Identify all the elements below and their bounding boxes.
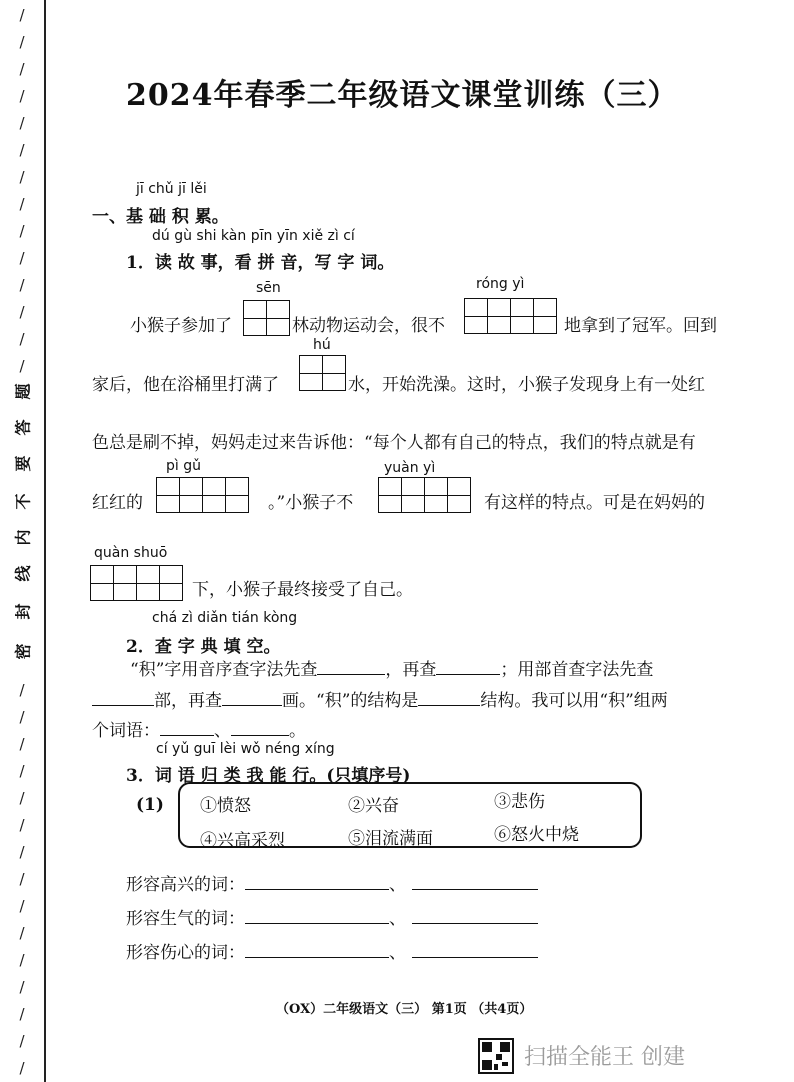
story-line2-b: 水，开始洗澡。这时，小猴子发现身上有一处红	[348, 375, 705, 395]
seal-char: 密	[13, 643, 33, 660]
q2-line3	[92, 716, 306, 741]
pinyin-rongyi: róng yì	[476, 276, 525, 292]
blank-yinxu-letter[interactable]	[317, 658, 385, 675]
margin-slash: /	[19, 195, 25, 213]
story-line4-c: 有这样的特点。可是在妈妈的	[484, 493, 705, 513]
category-row-happy	[126, 870, 538, 895]
margin-slash: /	[19, 1059, 25, 1077]
answer-grid-hu[interactable]	[299, 355, 346, 391]
option-1: ①愤怒	[200, 796, 251, 816]
qr-code-icon	[478, 1038, 514, 1074]
section1-pinyin: jī chǔ jī lěi	[136, 181, 207, 197]
blank-jiegou[interactable]	[418, 689, 480, 706]
category-row-angry	[126, 904, 538, 929]
answer-grid-sen[interactable]	[243, 300, 290, 336]
category-label: 形容生气的词：	[126, 909, 245, 929]
seal-char: 答	[13, 419, 33, 436]
q2-text: 画。“积”的结构是	[282, 691, 419, 711]
margin-slash: /	[19, 978, 25, 996]
margin-slash: /	[19, 1032, 25, 1050]
margin-slash: /	[19, 330, 25, 348]
seal-char: 线	[13, 565, 33, 582]
option-3: ③悲伤	[494, 792, 545, 812]
option-2: ②兴奋	[348, 796, 399, 816]
answer-grid-rongyi[interactable]	[464, 298, 557, 334]
blank-angry-1[interactable]	[245, 907, 389, 924]
margin-slash: /	[19, 276, 25, 294]
margin-slash: /	[19, 168, 25, 186]
story-line1-a: 小猴子参加了	[130, 316, 232, 336]
q2-text: 。	[289, 721, 306, 741]
margin-slash: /	[19, 33, 25, 51]
q2-text: 、	[214, 721, 231, 741]
pinyin-pigu: pì gǔ	[166, 458, 201, 474]
margin-slash: /	[19, 816, 25, 834]
margin-slash: /	[19, 843, 25, 861]
q3-pinyin: cí yǔ guī lèi wǒ néng xíng	[156, 741, 335, 757]
blank-bushou[interactable]	[92, 689, 154, 706]
separator: 、	[389, 943, 406, 963]
margin-slash: /	[19, 60, 25, 78]
seal-char: 要	[13, 455, 33, 472]
seal-char: 封	[13, 603, 33, 620]
q2-heading: 2．查 字 典 填 空。	[126, 637, 281, 657]
margin-slash: /	[19, 87, 25, 105]
margin-slash: /	[19, 897, 25, 915]
blank-angry-2[interactable]	[412, 907, 538, 924]
category-label: 形容高兴的词：	[126, 875, 245, 895]
story-line2-a: 家后，他在浴桶里打满了	[92, 375, 279, 395]
margin-slash: /	[19, 870, 25, 888]
q1-heading: 1．读 故 事，看 拼 音，写 字 词。	[126, 253, 395, 273]
answer-grid-quanshuo[interactable]	[90, 565, 183, 601]
seal-char: 内	[13, 529, 33, 546]
story-line5: 下，小猴子最终接受了自己。	[192, 580, 413, 600]
pinyin-hu: hú	[313, 337, 331, 353]
margin-slash: /	[19, 357, 25, 375]
blank-sad-2[interactable]	[412, 941, 538, 958]
separator: 、	[389, 875, 406, 895]
seal-char: 不	[13, 493, 33, 510]
story-line3: 色总是刷不掉，妈妈走过来告诉他：“每个人都有自己的特点，我们的特点就是有	[92, 433, 696, 453]
blank-word2[interactable]	[231, 719, 289, 736]
category-row-sad	[126, 938, 538, 963]
option-6: ⑥怒火中烧	[494, 825, 579, 845]
margin-slash: /	[19, 141, 25, 159]
option-4: ④兴高采烈	[200, 831, 285, 851]
page-footer: （OX）二年级语文（三） 第1页 （共4页）	[276, 1002, 533, 1017]
margin-slash: /	[19, 681, 25, 699]
q2-text: 结构。我可以用“积”组两	[480, 691, 668, 711]
q2-text: ；用部首查字法先查	[500, 660, 654, 680]
story-line4-b: 。”小猴子不	[268, 493, 354, 513]
q2-line1	[130, 655, 653, 680]
q1-pinyin: dú gù shi kàn pīn yīn xiě zì cí	[152, 228, 355, 244]
margin-slash: /	[19, 762, 25, 780]
q2-text: “积”字用音序查字法先查	[130, 660, 318, 680]
separator: 、	[389, 909, 406, 929]
seal-char: 题	[13, 383, 33, 400]
blank-word1[interactable]	[160, 719, 214, 736]
story-line4-a: 红红的	[92, 493, 143, 513]
q3-heading: 3．词 语 归 类 我 能 行。(只填序号)	[126, 766, 411, 786]
option-5: ⑤泪流满面	[348, 829, 433, 849]
page-title: 2024年春季二年级语文课堂训练（三）	[126, 78, 679, 113]
q2-text: 部，再查	[154, 691, 222, 711]
margin-slash: /	[19, 708, 25, 726]
q2-pinyin: chá zì diǎn tián kòng	[152, 610, 298, 626]
blank-sad-1[interactable]	[245, 941, 389, 958]
pinyin-yuanyi: yuàn yì	[384, 460, 436, 476]
answer-grid-pigu[interactable]	[156, 477, 249, 513]
category-label: 形容伤心的词：	[126, 943, 245, 963]
story-line1-b: 林动物运动会，很不	[292, 316, 445, 336]
pinyin-sen: sēn	[256, 280, 281, 296]
pinyin-quanshuo: quàn shuō	[94, 545, 168, 561]
margin-slash: /	[19, 222, 25, 240]
q3-subnumber: (1)	[136, 795, 164, 815]
margin-slash: /	[19, 249, 25, 267]
scanner-watermark: 扫描全能王 创建	[524, 1045, 685, 1070]
margin-slash: /	[19, 6, 25, 24]
blank-happy-2[interactable]	[412, 873, 538, 890]
blank-yinjie[interactable]	[436, 658, 500, 675]
answer-grid-yuanyi[interactable]	[378, 477, 471, 513]
margin-slash: /	[19, 951, 25, 969]
margin-slash: /	[19, 735, 25, 753]
story-line1-c: 地拿到了冠军。回到	[564, 316, 717, 336]
margin-slash: /	[19, 924, 25, 942]
margin-slash: /	[19, 303, 25, 321]
blank-bihua[interactable]	[222, 689, 282, 706]
blank-happy-1[interactable]	[245, 873, 389, 890]
q2-text: ，再查	[385, 660, 437, 680]
sealing-margin	[0, 0, 46, 1082]
margin-slash: /	[19, 1005, 25, 1023]
q2-text: 个词语：	[92, 721, 160, 741]
q2-line2	[92, 686, 668, 711]
margin-slash: /	[19, 114, 25, 132]
margin-slash: /	[19, 789, 25, 807]
section1-heading: 一、基 础 积 累。	[92, 207, 229, 227]
